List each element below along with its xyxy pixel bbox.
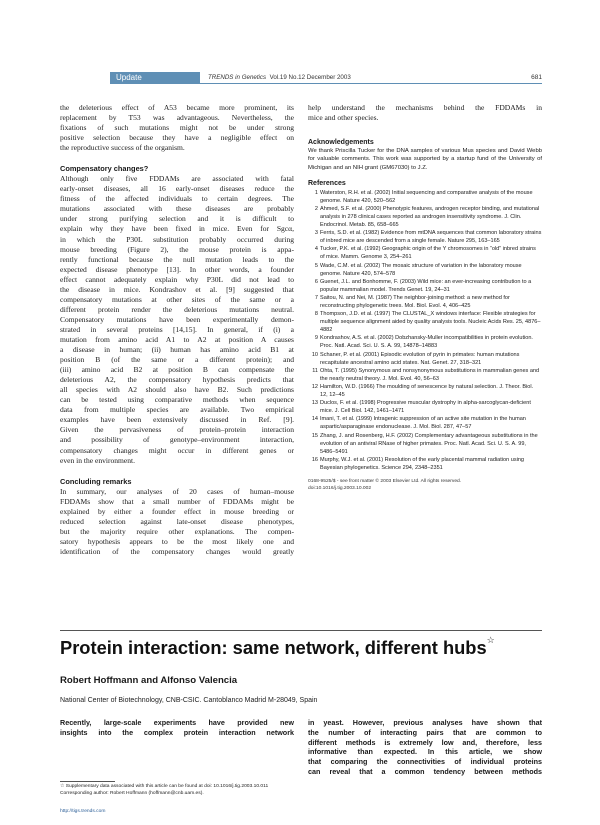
running-header (110, 72, 542, 84)
reference-text: Ferris, S.D. et al. (1982) Evidence from mtDNA sequences that common laboratory strains of inbred mice are descended from a single female. Nature 295, 163–165 (320, 230, 542, 245)
text-line: replacement by T53 was advantageous. Nevertheless, the (60, 113, 294, 123)
text-line: and possibility of genotype–environment interaction, (60, 435, 294, 445)
article-affiliation: National Center of Biotechnology, CNB-CSIC. Cantoblanco Madrid M-28049, Spain (60, 697, 318, 704)
text-line: rently functional because the null mutation leads to the (60, 254, 294, 264)
reference-item (308, 334, 542, 350)
reference-item (308, 456, 542, 472)
intro-paragraph (60, 103, 294, 153)
reference-text: Waterston, R.H. et al. (2002) Initial sequencing and comparative analysis of the mouse genome. Nature 420, 520–562 (320, 189, 533, 204)
text-line: early-onset diseases, all 16 early-onset diseases reduce the (60, 184, 294, 194)
reference-item (308, 189, 542, 205)
reference-number: 4 (314, 246, 318, 253)
text-line: that comparing the connectivities of individual proteins (308, 757, 542, 767)
references-heading: References (308, 179, 346, 187)
article-authors: Robert Hoffmann and Alfonso Valencia (60, 675, 238, 686)
reference-text: Tucker, P.K. et al. (1992) Geographic origin of the Y chromosomes in “old” inbred strains of mice. Mamm. Genome 3, 254–261 (320, 246, 536, 261)
reference-text: Hamilton, W.D. (1966) The moulding of senescence by natural selection. J. Theor. Biol. 12, 12–45 (320, 383, 534, 399)
reference-text: Saitou, N. and Nei, M. (1987) The neighbor-joining method: a new method for reconstructing phylogenetic trees. Mol. Biol. Evol. 4, 406–425 (320, 294, 510, 310)
reference-number: 1 (314, 189, 318, 196)
text-line: the deleterious effect of A53 became more prominent, its (60, 103, 294, 112)
text-line: different methods is extremely low and, therefore, less (308, 737, 542, 747)
reference-text: Wade, C.M. et al. (2002) The mosaic structure of variation in the laboratory mouse genome. Nature 420, 574–578 (320, 262, 522, 277)
reference-text: Imani, T. et al. (1999) Intragenic suppression of an active site mutation in the human aspartic/asparaginase endonuclease. J. Mol. Biol. 287, 47–57 (320, 416, 526, 431)
reference-item (308, 351, 542, 367)
text-line: the number of interacting pairs that are common to (308, 727, 542, 737)
reference-text: Thompson, J.D. et al. (1997) The CLUSTAL_X windows interface: Flexible strategies for multiple sequence alignment aided by quality analysis tools. Nucleic Acids Res. 25, 4876–4882 (320, 311, 541, 334)
page-number: 681 (531, 74, 542, 81)
text-line: mutations associated with these diseases are probably (60, 204, 294, 214)
header-rule (200, 83, 542, 84)
reference-number: 10 (311, 351, 318, 358)
reference-text: Ahmed, S.F. et al. (2000) Phenotypic features, androgen receptor binding, and mutational analysis in 278 clinical cases reported as androgen insensitivity syndrome. J. Clin. Endocrinol. Metab. 85, 658–665 (320, 205, 540, 229)
reference-text: Schaner, P. et al. (2001) Episodic evolution of pyrin in primates: human mutations recapitulate ancestral amino acid states. Nat. Genet. 27, 318–321 (320, 351, 520, 366)
reference-text: Kondrashov, A.S. et al. (2002) Dobzhansky-Muller incompatibilities in protein evolution. Proc. Natl. Acad. Sci. U. S. A. 99, 14878–14883 (320, 335, 533, 350)
acknowledgements-heading: Acknowledgements (308, 139, 374, 147)
concluding-paragraph (60, 487, 294, 557)
journal-url[interactable]: http://tigs.trends.com (60, 809, 106, 814)
reference-item (308, 310, 542, 334)
reference-number: 12 (311, 383, 318, 390)
text-line: positive selection because they have a negligible effect on (60, 133, 294, 143)
text-line: Recently, large-scale experiments have provided new (60, 718, 294, 727)
reference-text: Duclos, F. et al. (1998) Progressive muscular dystrophy in alpha-sarcoglycan-deficient mice. J. Cell Biol. 142, 1461–1471 (320, 400, 531, 415)
text-line: in which the P30L substitution probably occurred during (60, 234, 294, 244)
reference-item (308, 245, 542, 261)
copyright-notice (308, 478, 542, 492)
right-column (308, 103, 542, 492)
text-line: compensatory mutations at other sites of the same or a (60, 294, 294, 304)
section-tag: Update (110, 72, 200, 84)
abstract-right (308, 718, 542, 777)
text-line: data from multiple species are available. Two empirical (60, 405, 294, 415)
reference-item (308, 383, 542, 399)
text-line: Given the pervasiveness of protein–protein interaction (60, 425, 294, 435)
reference-item (308, 399, 542, 415)
text-line: fixations of such mutations might not be under strong (60, 123, 294, 133)
text-line: effect cannot adequately explain why P30L did not lead to (60, 274, 294, 284)
text-line: identification of the compensatory changes would greatly (60, 546, 294, 556)
reference-item (308, 205, 542, 229)
text-line: examples have been extensively discussed in Ref. [9]. (60, 415, 294, 425)
reference-number: 5 (314, 262, 318, 269)
section-heading-concluding: Concluding remarks (60, 476, 132, 486)
reference-number: 9 (314, 335, 318, 342)
article-footnotes (60, 784, 294, 798)
reference-number: 7 (314, 294, 318, 301)
compensatory-paragraph (60, 174, 294, 465)
reference-text: Guenet, J.L. and Bonhomme, F. (2003) Wild mice: an ever-increasing contribution to a popular mammalian model. Trends Genet. 19, 24–31 (320, 278, 532, 293)
reference-number: 6 (314, 278, 318, 285)
reference-number: 14 (311, 416, 318, 423)
reference-item (308, 262, 542, 278)
text-line: satory hypothesis appears to be the most likely one and (60, 536, 294, 546)
text-line: can reveal that a common tendency between methods (308, 766, 542, 776)
text-line: all species with A2 should also have B2. Such predictions (60, 385, 294, 395)
left-column (60, 103, 294, 557)
doi-line[interactable]: doi:10.1016/j.tig.2003.10.002 (308, 485, 372, 491)
text-line: explained by either a founder effect in mouse breeding or (60, 506, 294, 516)
text-line: under strong purifying selection and it is difficult to (60, 214, 294, 224)
text-line: help understand the mechanisms behind the FDDAMs in (308, 103, 542, 112)
text-line: mouse breeding (Figure 2), the mouse protein is appa- (60, 244, 294, 254)
text-line: (iii) amino acid B2 at position B can compensate the (60, 365, 294, 375)
reference-number: 15 (311, 432, 318, 439)
text-line: insights into the complex protein interaction network (60, 727, 294, 737)
text-line: the reproductive success of the organism. (60, 143, 185, 153)
text-line: strated in several proteins [14,15]. In general, if (i) a (60, 324, 294, 334)
reference-item (308, 415, 542, 431)
corresponding-author: Corresponding author: Robert Hoffmann (hoffmann@cnb.uam.es). (60, 790, 204, 796)
text-line: can be tested using comparative methods when sequence (60, 395, 294, 405)
reference-number: 13 (311, 400, 318, 407)
text-line: but the majority require other explanations. The compen- (60, 526, 294, 536)
text-line: explain why they have been fixed in mice. Even for Sgcα, (60, 224, 294, 234)
abstract-left (60, 718, 294, 738)
reference-number: 11 (312, 367, 318, 374)
journal-name: TRENDS in Genetics (208, 74, 267, 81)
text-line: informative than expected. In this article, we show (308, 747, 542, 757)
reference-text: Murphy, W.J. et al. (2001) Resolution of the early placental mammal radiation using Bayesian phylogenetics. Science 294, 2348–2351 (320, 456, 524, 471)
text-line: mice and other species. (308, 113, 379, 123)
article-divider (60, 630, 542, 631)
article-title (60, 637, 495, 659)
article-title-text: Protein interaction: same network, different hubs (60, 637, 487, 658)
text-line: a disease in human; (ii) human has amino acid B1 at (60, 345, 294, 355)
text-line: different protein render the deleterious mutations neutral. (60, 304, 294, 314)
text-line: deleterious A2, the compensatory hypothesis predicts that (60, 375, 294, 385)
reference-item (308, 278, 542, 294)
reference-text: Zhang, J. and Rosenberg, H.F. (2002) Complementary advantageous substitutions in the evolution of an antiviral RNase of higher primates. Proc. Natl. Acad. Sci. U. S. A. 99, 5486–5491 (320, 432, 538, 455)
text-line: Although only five FDDAMs are associated with fatal (60, 174, 294, 184)
reference-item (308, 432, 542, 456)
reference-number: 8 (314, 311, 318, 318)
text-line: FDDAMs show that a small number of FDDAMs might be (60, 496, 294, 506)
text-line: In summary, our analyses of 20 cases of human–mouse (60, 486, 294, 496)
text-line: reduced selection against late-onset disease phenotypes, (60, 516, 294, 526)
acknowledgements-text: We thank Priscilla Tucker for the DNA samples of various Mus species and David Webb for valuable comments. This work was supported by a startup fund of the University of Michigan and an NIH grant (GM67030) to J.Z. (308, 148, 542, 171)
reference-text: Ohta, T. (1995) Synonymous and nonsynonymous substitutions in mammalian genes and the nearly neutral theory. J. Mol. Evol. 40, 56–63 (320, 367, 540, 382)
text-line: even in the environment. (60, 455, 136, 465)
text-line: the disease in mice. Kondrashov et al. [9] suggested that (60, 284, 294, 294)
supplementary-footnote: ☆ Supplementary data associated with this article can be found at doi: 10.1016/j.tig.2003.10.011 (60, 784, 269, 789)
reference-number: 16 (311, 456, 318, 463)
continuation-paragraph (308, 103, 542, 123)
text-line: compensatory changes might occur in different genes or (60, 445, 294, 455)
journal-issue: Vol.19 No.12 December 2003 (269, 74, 351, 81)
footnote-rule (60, 781, 115, 782)
reference-item (308, 229, 542, 245)
text-line: expected disease phenotype [13]. In other words, a founder (60, 264, 294, 274)
reference-list (308, 189, 542, 472)
reference-number: 2 (314, 205, 318, 212)
text-line: Compensatory mutations have been experimentally demon- (60, 314, 294, 324)
text-line: fitness of the affected individuals to certain degrees. The (60, 194, 294, 204)
reference-item (308, 367, 542, 383)
section-heading-compensatory: Compensatory changes? (60, 164, 149, 174)
text-line: mutation from amino acid A1 to A2 at position A causes (60, 334, 294, 344)
reference-number: 3 (314, 230, 318, 237)
reference-item (308, 294, 542, 310)
text-line: in yeast. However, previous analyses have shown that (308, 718, 542, 727)
copyright-line: 0168-9525/$ - see front matter © 2003 Elsevier Ltd. All rights reserved. (308, 478, 462, 484)
text-line: position B (of the same or a different protein); and (60, 355, 294, 365)
title-footnote-mark[interactable]: ☆ (486, 635, 495, 645)
